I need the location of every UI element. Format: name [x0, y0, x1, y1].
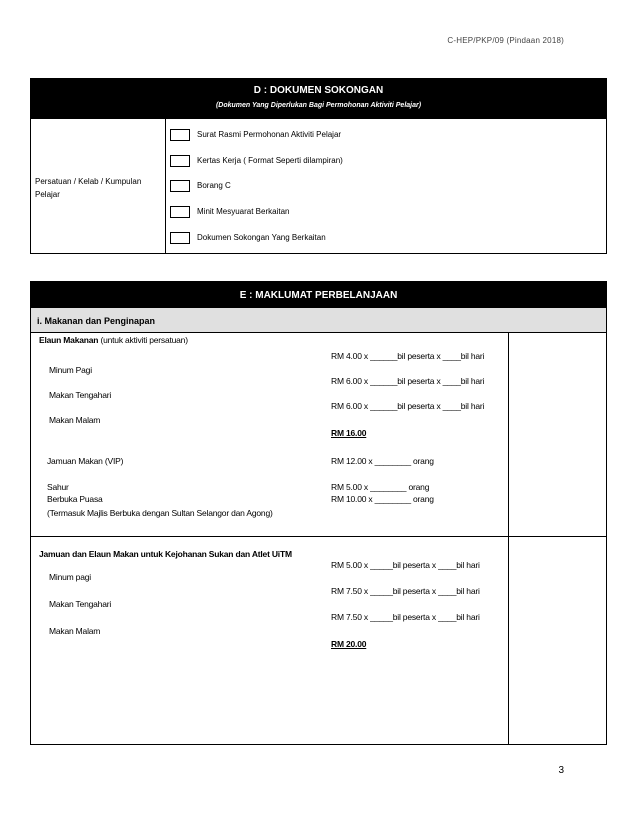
- section-d-subtitle: (Dokumen Yang Diperlukan Bagi Permohonan Aktiviti Pelajar): [215, 102, 422, 109]
- section-d-left-cell: [31, 119, 166, 253]
- section-e-subheading: i. Makanan dan Penginapan: [37, 316, 156, 326]
- kejohanan-heading: Jamuan dan Elaun Makan untuk Kejohanan Sukan dan Atlet UiTM: [39, 549, 292, 559]
- makan-malam-label: Makan Malam: [49, 415, 101, 425]
- makan-tengahari-label: Makan Tengahari: [49, 599, 112, 609]
- document-checkbox[interactable]: [170, 129, 190, 141]
- column-divider: [508, 333, 509, 745]
- berbuka-rate: RM 10.00 x ________ orang: [331, 494, 434, 504]
- makan-tengahari-rate: RM 7.50 x _____bil peserta x ____bil hari: [331, 586, 480, 596]
- section-e-header: [31, 282, 606, 308]
- makan-malam-rate: RM 6.00 x ______bil peserta x ____bil hari: [331, 401, 485, 411]
- minum-pagi-rate: RM 5.00 x _____bil peserta x ____bil hari: [331, 560, 480, 570]
- elaun-makanan-heading: [39, 335, 188, 345]
- document-checkbox[interactable]: [170, 180, 190, 192]
- document-checkbox[interactable]: [170, 206, 190, 218]
- document-checkbox[interactable]: [170, 155, 190, 167]
- document-label: Minit Mesyuarat Berkaitan: [197, 207, 290, 216]
- minum-pagi-label: Minum pagi: [49, 572, 91, 582]
- kejohanan-total: RM 20.00: [331, 639, 367, 649]
- minum-pagi-label: Minum Pagi: [49, 365, 92, 375]
- jamuan-vip-rate: RM 12.00 x ________ orang: [331, 456, 434, 466]
- section-d-table: [30, 78, 607, 254]
- berbuka-label: Berbuka Puasa: [47, 494, 103, 504]
- document-label: Dokumen Sokongan Yang Berkaitan: [197, 233, 326, 242]
- section-d-title: D : DOKUMEN SOKONGAN: [253, 85, 384, 96]
- berbuka-note: (Termasuk Majlis Berbuka dengan Sultan Selangor dan Agong): [47, 508, 273, 518]
- document-label: Kertas Kerja ( Format Seperti dilampiran): [197, 156, 343, 165]
- applicant-type-label: Persatuan / Kelab / Kumpulan Pelajar: [35, 177, 142, 199]
- document-checkbox[interactable]: [170, 232, 190, 244]
- row-divider: [31, 536, 606, 537]
- section-d-header: [31, 79, 606, 119]
- minum-pagi-rate: RM 4.00 x ______bil peserta x ____bil hari: [331, 351, 485, 361]
- page-number: 3: [558, 765, 564, 776]
- elaun-makanan-title: Elaun Makanan: [39, 335, 99, 345]
- sahur-rate: RM 5.00 x ________ orang: [331, 482, 430, 492]
- elaun-makanan-total: RM 16.00: [331, 428, 367, 438]
- makan-malam-label: Makan Malam: [49, 626, 101, 636]
- form-reference: C-HEP/PKP/09 (Pindaan 2018): [447, 36, 564, 45]
- section-e-title: E : MAKLUMAT PERBELANJAAN: [239, 290, 398, 301]
- makan-tengahari-rate: RM 6.00 x ______bil peserta x ____bil hari: [331, 376, 485, 386]
- document-label: Surat Rasmi Permohonan Aktiviti Pelajar: [197, 130, 342, 139]
- section-e-table: [30, 281, 607, 745]
- jamuan-vip-label: Jamuan Makan (VIP): [47, 456, 124, 466]
- makan-malam-rate: RM 7.50 x _____bil peserta x ____bil hari: [331, 612, 480, 622]
- makan-tengahari-label: Makan Tengahari: [49, 390, 112, 400]
- elaun-makanan-note: (untuk aktiviti persatuan): [98, 335, 188, 345]
- section-e-subheading-row: [31, 308, 606, 333]
- sahur-label: Sahur: [47, 482, 69, 492]
- document-label: Borang C: [197, 181, 231, 190]
